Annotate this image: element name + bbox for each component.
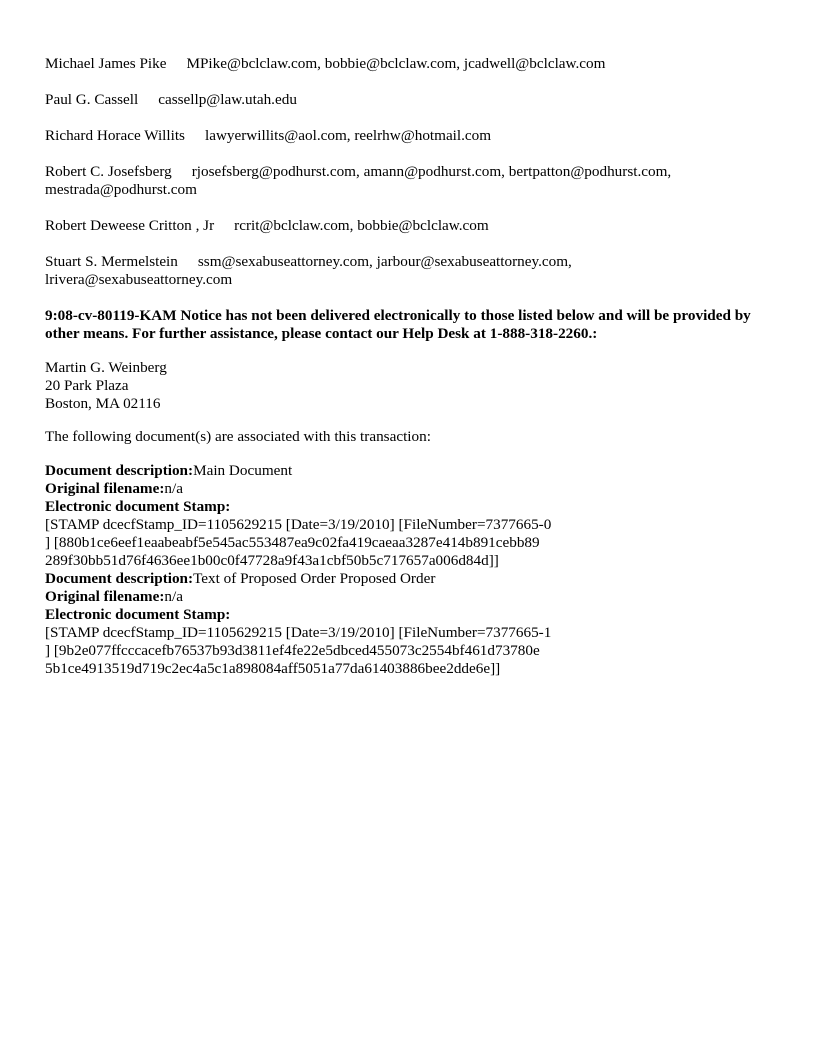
recipient-name: Richard Horace Willits bbox=[45, 127, 185, 144]
recipient-name: Michael James Pike bbox=[45, 55, 167, 72]
original-filename-row bbox=[45, 588, 785, 606]
electronic-stamp-label: Electronic document Stamp: bbox=[45, 606, 231, 623]
non-electronic-notice: 9:08-cv-80119-KAM Notice has not been delivered electronically to those listed below and will be provided by other means. For further assistance, please contact our Help Desk at 1-888-318-2260.: bbox=[45, 307, 751, 342]
recipient-entry bbox=[45, 253, 625, 289]
electronic-stamp-line: 289f30bb51d76f4636ee1b00c0f47728a9f43a1cbf50b5c717657a006d84d]] bbox=[45, 552, 499, 569]
recipient-emails: lawyerwillits@aol.com, reelrhw@hotmail.com bbox=[204, 127, 492, 144]
recipient-emails: rjosefsberg@podhurst.com, amann@podhurst.com, bertpatton@podhurst.com, mestrada@podhurst.com bbox=[45, 163, 672, 198]
original-filename-row bbox=[45, 480, 785, 498]
recipient-name: Stuart S. Mermelstein bbox=[45, 253, 178, 270]
document-description-row bbox=[45, 462, 785, 480]
electronic-stamp-label: Electronic document Stamp: bbox=[45, 498, 231, 515]
address-city: Boston, MA 02116 bbox=[45, 395, 161, 412]
original-filename-label: Original filename: bbox=[45, 588, 165, 605]
document-description-row bbox=[45, 570, 785, 588]
recipient-entry bbox=[45, 217, 685, 235]
recipient-emails: ssm@sexabuseattorney.com, jarbour@sexabuseattorney.com, lrivera@sexabuseattorney.com bbox=[45, 253, 572, 288]
recipient-name: Robert Deweese Critton , Jr bbox=[45, 217, 215, 234]
recipient-name: Robert C. Josefsberg bbox=[45, 163, 172, 180]
recipient-entry bbox=[45, 55, 685, 73]
recipient-emails: MPike@bclclaw.com, bobbie@bclclaw.com, jcadwell@bclclaw.com bbox=[186, 55, 606, 72]
address-street: 20 Park Plaza bbox=[45, 377, 129, 394]
document-entry bbox=[45, 462, 785, 570]
electronic-stamp-line: ] [880b1ce6eef1eaabeabf5e545ac553487ea9c02fa419caeaa3287e414b891cebb89 bbox=[45, 534, 540, 551]
documents-intro: The following document(s) are associated with this transaction: bbox=[45, 428, 431, 445]
mailing-address bbox=[45, 359, 785, 413]
original-filename-label: Original filename: bbox=[45, 480, 165, 497]
original-filename-value: n/a bbox=[164, 480, 183, 497]
recipient-emails: cassellp@law.utah.edu bbox=[158, 91, 297, 108]
notice-page bbox=[45, 55, 785, 678]
electronic-stamp-line: [STAMP dcecfStamp_ID=1105629215 [Date=3/19/2010] [FileNumber=7377665-0 bbox=[45, 516, 552, 533]
address-name: Martin G. Weinberg bbox=[45, 359, 167, 376]
original-filename-value: n/a bbox=[164, 588, 183, 605]
recipient-emails: rcrit@bclclaw.com, bobbie@bclclaw.com bbox=[234, 217, 489, 234]
recipient-name: Paul G. Cassell bbox=[45, 91, 139, 108]
electronic-stamp-line: [STAMP dcecfStamp_ID=1105629215 [Date=3/19/2010] [FileNumber=7377665-1 bbox=[45, 624, 552, 641]
recipient-entry bbox=[45, 91, 685, 109]
document-description-label: Document description: bbox=[45, 462, 194, 479]
electronic-stamp-line: ] [9b2e077ffcccacefb76537b93d3811ef4fe22e5dbced455073c2554bf461d73780e bbox=[45, 642, 540, 659]
recipient-entry bbox=[45, 163, 713, 199]
document-entry bbox=[45, 570, 785, 678]
document-description-value: Text of Proposed Order Proposed Order bbox=[193, 570, 436, 587]
recipient-entry bbox=[45, 127, 685, 145]
document-description-label: Document description: bbox=[45, 570, 194, 587]
electronic-stamp-line: 5b1ce4913519d719c2ec4a5c1a898084aff5051a77da61403886bee2dde6e]] bbox=[45, 660, 501, 677]
document-description-value: Main Document bbox=[193, 462, 293, 479]
